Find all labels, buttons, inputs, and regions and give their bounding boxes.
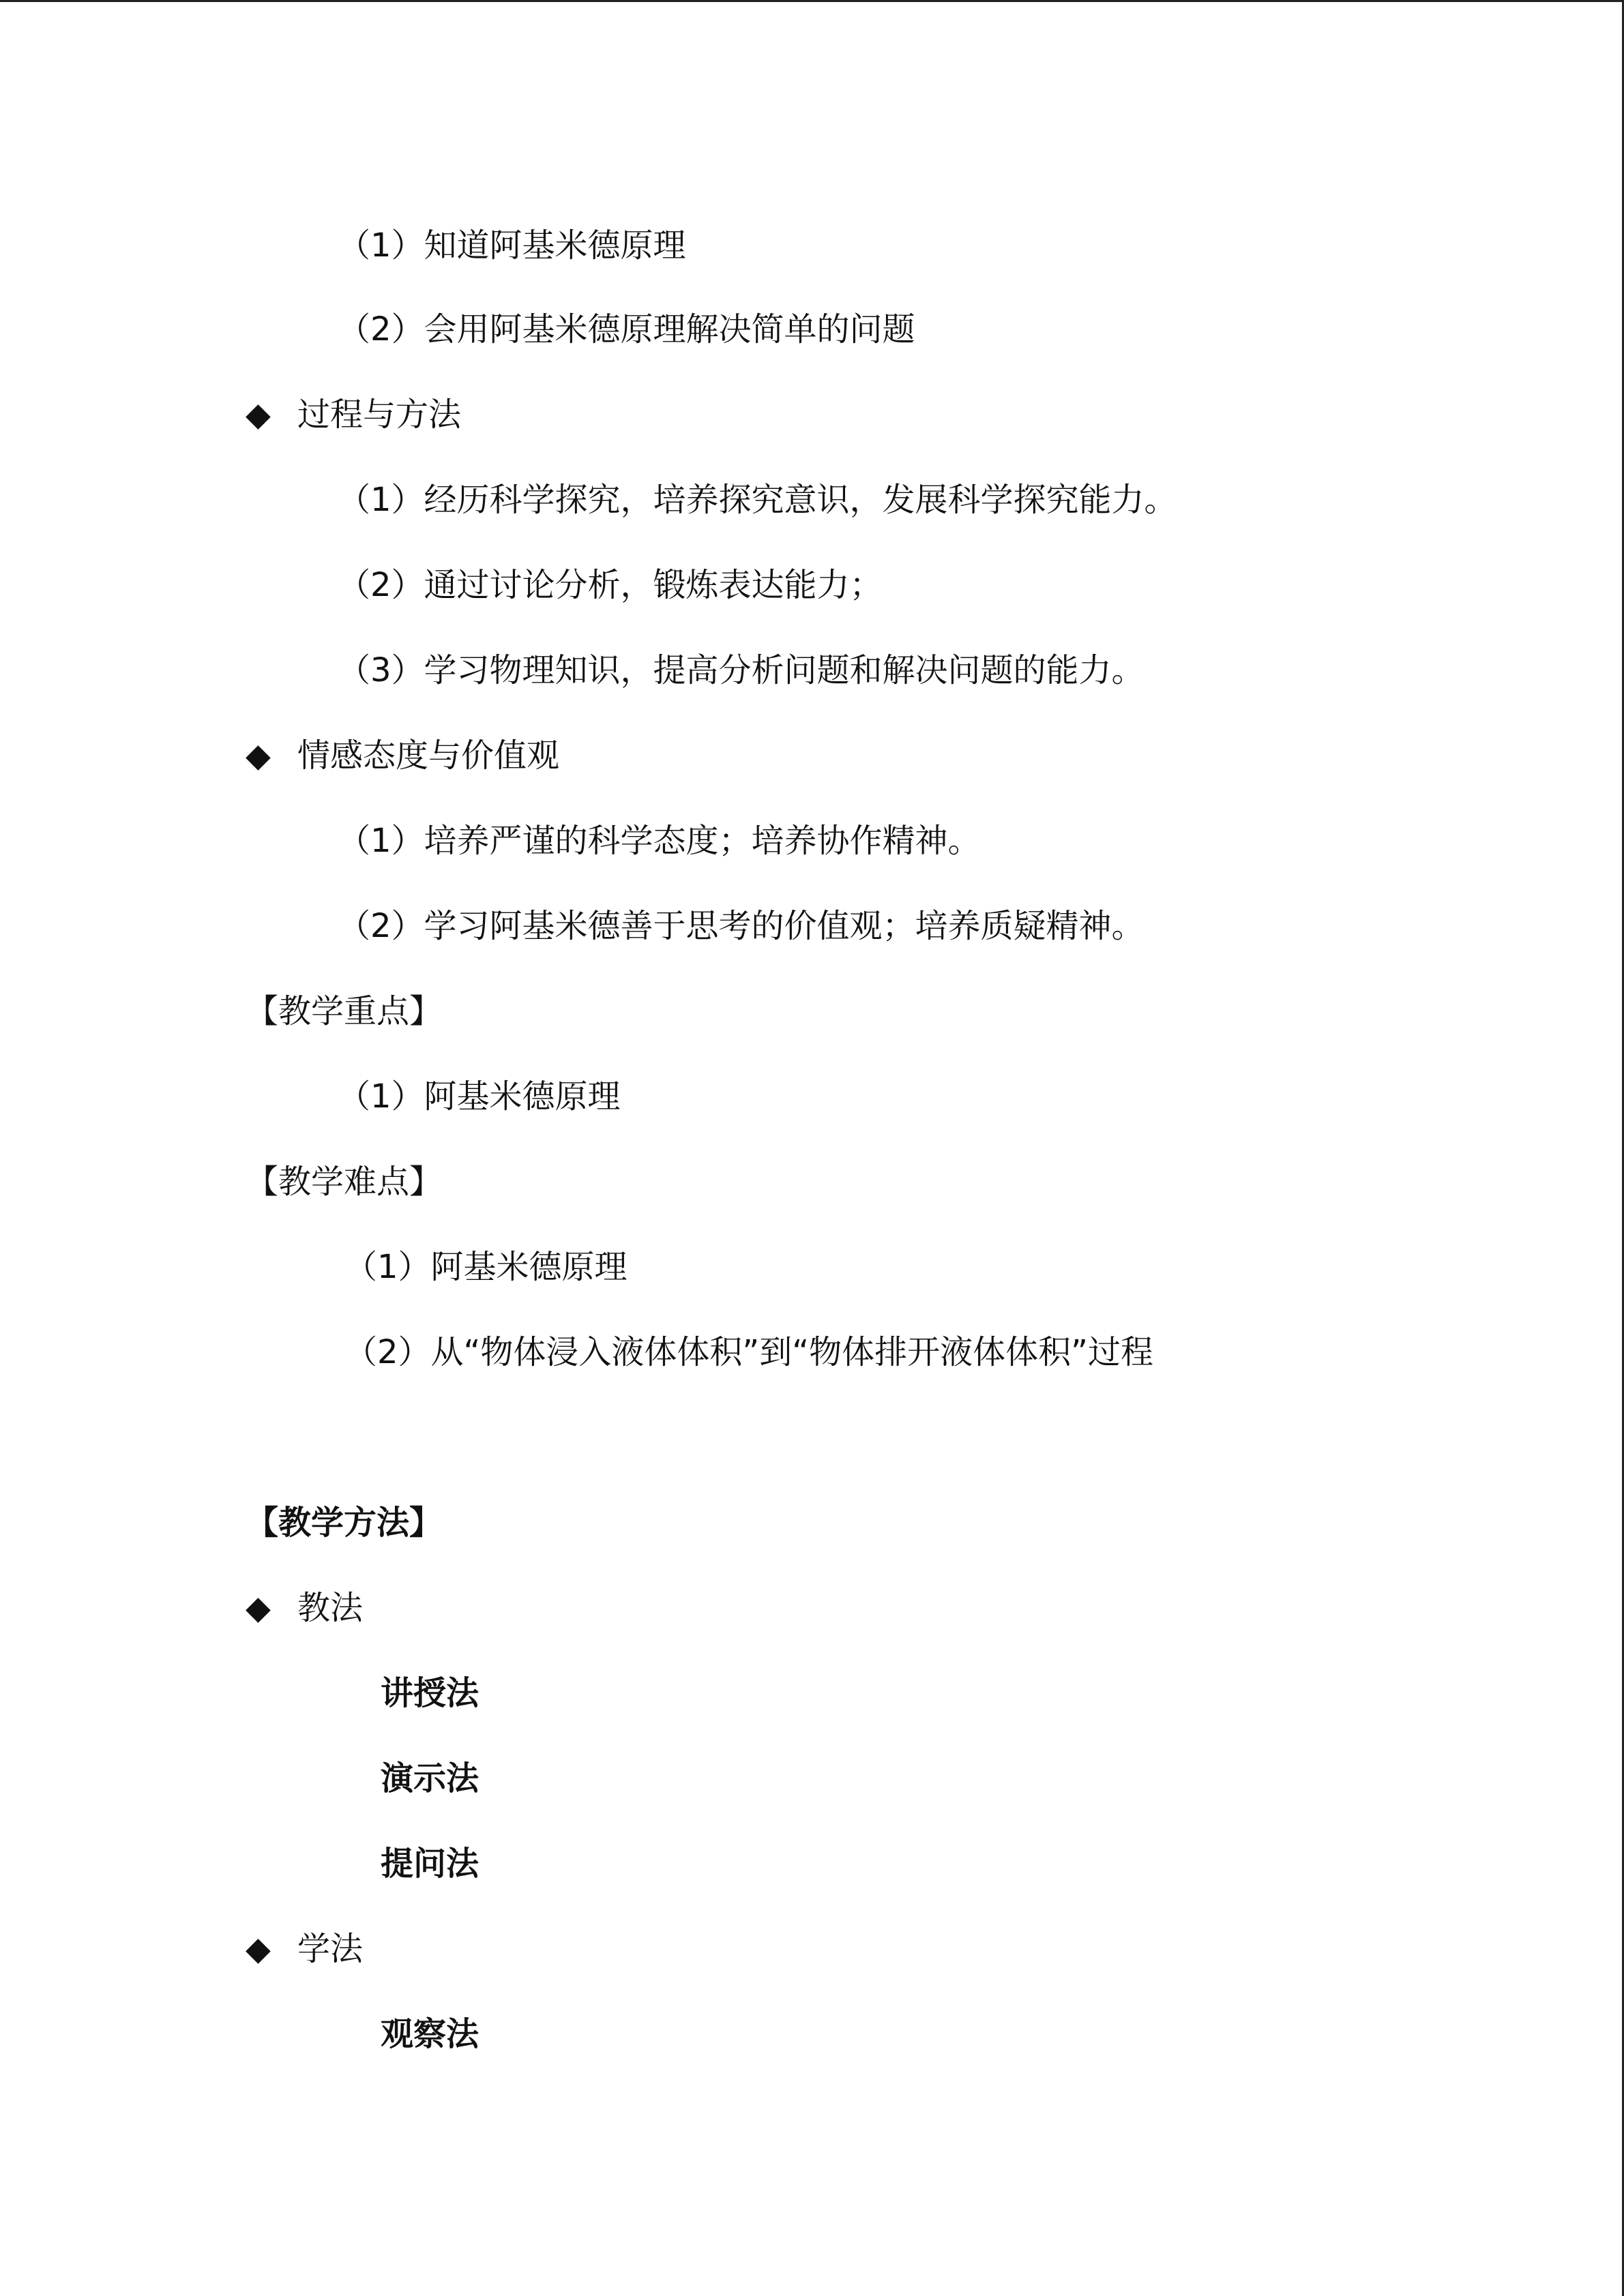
knowledge-item-1: （1）知道阿基米德原理 <box>338 226 686 265</box>
teaching-methods-heading-text: 教法 <box>297 1589 364 1627</box>
process-item-2: （2）通过讨论分析，锻炼表达能力； <box>338 566 883 604</box>
diamond-bullet-icon: ◆ <box>246 1589 271 1627</box>
emotion-heading-text: 情感态度与价值观 <box>297 736 560 775</box>
methods-title: 【教学方法】 <box>246 1504 443 1542</box>
diamond-bullet-icon: ◆ <box>246 1930 271 1968</box>
emotion-item-1: （1）培养严谨的科学态度；培养协作精神。 <box>338 822 981 860</box>
learning-methods-heading <box>246 1927 363 1971</box>
learning-method-item-1: 观察法 <box>381 2015 479 2053</box>
difficult-points-title: 【教学难点】 <box>246 1163 443 1201</box>
process-item-1: （1）经历科学探究，培养探究意识，发展科学探究能力。 <box>338 481 1177 519</box>
difficult-point-item-1: （1）阿基米德原理 <box>344 1248 628 1286</box>
difficult-point-item-2: （2）从“物体浸入液体体积”到“物体排开液体体积”过程 <box>344 1333 1154 1371</box>
knowledge-item-2: （2）会用阿基米德原理解决简单的问题 <box>338 310 915 348</box>
process-heading-text: 过程与方法 <box>297 396 462 434</box>
diamond-bullet-icon: ◆ <box>246 396 271 434</box>
process-item-3: （3）学习物理知识，提高分析问题和解决问题的能力。 <box>338 651 1145 689</box>
process-heading <box>246 393 461 436</box>
key-points-title: 【教学重点】 <box>246 992 443 1030</box>
emotion-heading <box>246 734 559 777</box>
teaching-method-item-3: 提问法 <box>381 1845 479 1883</box>
key-point-item-1: （1）阿基米德原理 <box>338 1077 621 1116</box>
emotion-item-2: （2）学习阿基米德善于思考的价值观；培养质疑精神。 <box>338 907 1145 945</box>
teaching-method-item-1: 讲授法 <box>381 1674 479 1712</box>
teaching-method-item-2: 演示法 <box>381 1759 479 1798</box>
diamond-bullet-icon: ◆ <box>246 736 271 775</box>
teaching-methods-heading <box>246 1586 363 1630</box>
learning-methods-heading-text: 学法 <box>297 1930 364 1968</box>
